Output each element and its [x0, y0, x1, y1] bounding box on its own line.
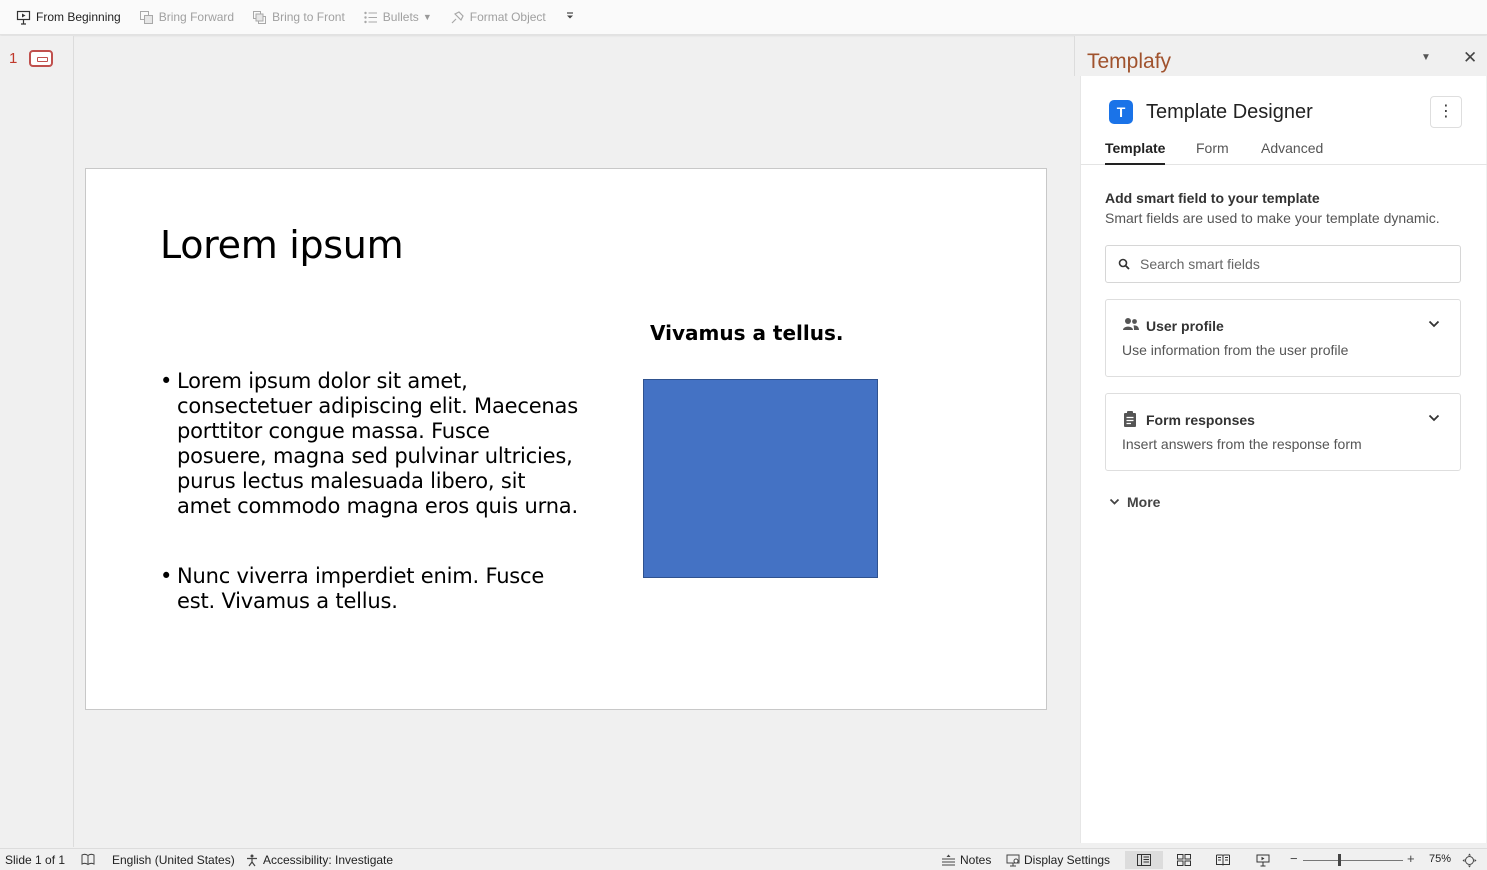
language-status[interactable]: English (United States)	[112, 853, 235, 867]
card-description: Insert answers from the response form	[1122, 436, 1362, 452]
reading-view-icon[interactable]	[1204, 851, 1242, 869]
bullet-item[interactable]: • Nunc viverra imperdiet enim. Fusce est. Vivamus a tellus.	[160, 564, 580, 614]
bring-to-front-button[interactable]	[246, 5, 351, 29]
zoom-in-button[interactable]: +	[1407, 851, 1415, 866]
bring-forward-button[interactable]	[133, 5, 240, 29]
format-object-label: Format Object	[469, 10, 546, 24]
template-designer-title: Template Designer	[1146, 101, 1313, 123]
zoom-out-button[interactable]: −	[1290, 851, 1298, 866]
user-profile-card[interactable]	[1105, 299, 1461, 377]
bullets-button[interactable]	[357, 5, 438, 29]
section-description: Smart fields are used to make your template dynamic.	[1105, 210, 1440, 226]
slide-subheading[interactable]: Vivamus a tellus.	[650, 321, 844, 345]
fit-slide-icon[interactable]	[1462, 853, 1481, 868]
slide-number: 1	[9, 50, 18, 67]
from-beginning-label: From Beginning	[36, 10, 121, 24]
search-box	[1105, 245, 1461, 283]
tab-advanced[interactable]: Advanced	[1261, 140, 1324, 156]
task-pane-header	[1074, 36, 1487, 76]
status-bar	[0, 848, 1487, 870]
card-title: Form responses	[1146, 412, 1255, 428]
spelling-icon[interactable]	[81, 853, 99, 866]
clipboard-icon	[1123, 411, 1137, 427]
blue-rectangle-shape[interactable]	[643, 379, 878, 578]
notes-label: Notes	[960, 853, 992, 867]
format-object-button[interactable]	[444, 5, 552, 29]
zoom-slider-thumb[interactable]	[1338, 854, 1341, 866]
more-button[interactable]	[1109, 494, 1160, 510]
bring-to-front-icon	[252, 10, 267, 25]
slide-title[interactable]: Lorem ipsum	[160, 223, 404, 267]
chevron-down-icon[interactable]	[1428, 320, 1440, 328]
card-title: User profile	[1146, 318, 1224, 334]
accessibility-status[interactable]	[245, 853, 393, 867]
display-settings-label: Display Settings	[1024, 853, 1111, 867]
tab-template[interactable]: Template	[1105, 140, 1165, 165]
bring-forward-label: Bring Forward	[158, 10, 235, 24]
chevron-down-icon	[1109, 498, 1120, 506]
more-label: More	[1127, 494, 1161, 510]
accessibility-icon	[245, 854, 259, 867]
close-icon[interactable]: ✕	[1463, 48, 1478, 67]
accessibility-label: Accessibility: Investigate	[263, 853, 394, 867]
tab-form[interactable]: Form	[1196, 140, 1229, 156]
bullets-label: Bullets	[382, 10, 419, 24]
slide-thumbnail[interactable]	[29, 50, 53, 67]
bring-forward-icon	[139, 10, 154, 25]
templafy-pane	[1080, 76, 1486, 843]
notes-button[interactable]	[941, 853, 991, 867]
kebab-menu-icon[interactable]: ⋮	[1430, 96, 1462, 128]
task-pane-title: Templafy	[1087, 50, 1172, 73]
slide-thumbnail-pane	[0, 36, 74, 847]
bullets-dropdown-icon[interactable]: ▼	[422, 12, 432, 22]
bullet-item[interactable]: • Lorem ipsum dolor sit amet, consectetuer adipiscing elit. Maecenas porttitor congue massa. Fusce posuere, magna sed pulvinar ultricies, purus lectus malesuada libero, sit amet commodo magna eros quis urna.	[160, 369, 580, 519]
slide-count: Slide 1 of 1	[5, 853, 66, 867]
quick-access-toolbar	[0, 0, 1487, 35]
users-icon	[1123, 317, 1139, 331]
slide-canvas[interactable]	[85, 168, 1047, 710]
from-beginning-button[interactable]	[10, 5, 127, 29]
zoom-slider[interactable]	[1303, 860, 1403, 861]
slide-show-view-icon[interactable]	[1244, 851, 1282, 869]
slide-sorter-view-icon[interactable]	[1165, 851, 1203, 869]
slide-bullet-list[interactable]	[160, 369, 580, 659]
format-object-icon	[450, 10, 465, 25]
display-settings-button[interactable]	[1006, 853, 1110, 867]
display-settings-icon	[1006, 854, 1020, 867]
section-heading: Add smart field to your template	[1105, 190, 1320, 206]
search-icon	[1118, 258, 1130, 270]
pane-tabs	[1081, 140, 1487, 165]
bring-to-front-label: Bring to Front	[272, 10, 345, 24]
more-options-icon[interactable]	[564, 10, 576, 25]
chevron-down-icon[interactable]	[1428, 414, 1440, 422]
normal-view-icon[interactable]	[1125, 851, 1163, 869]
notes-icon	[941, 854, 956, 866]
search-input[interactable]	[1140, 256, 1440, 272]
template-designer-logo: T	[1109, 100, 1133, 124]
zoom-percent[interactable]: 75%	[1429, 853, 1452, 865]
task-pane-options-icon[interactable]: ▼	[1421, 52, 1431, 63]
present-from-beginning-icon	[16, 10, 31, 25]
form-responses-card[interactable]	[1105, 393, 1461, 471]
card-description: Use information from the user profile	[1122, 342, 1349, 358]
bullets-icon	[363, 10, 378, 25]
